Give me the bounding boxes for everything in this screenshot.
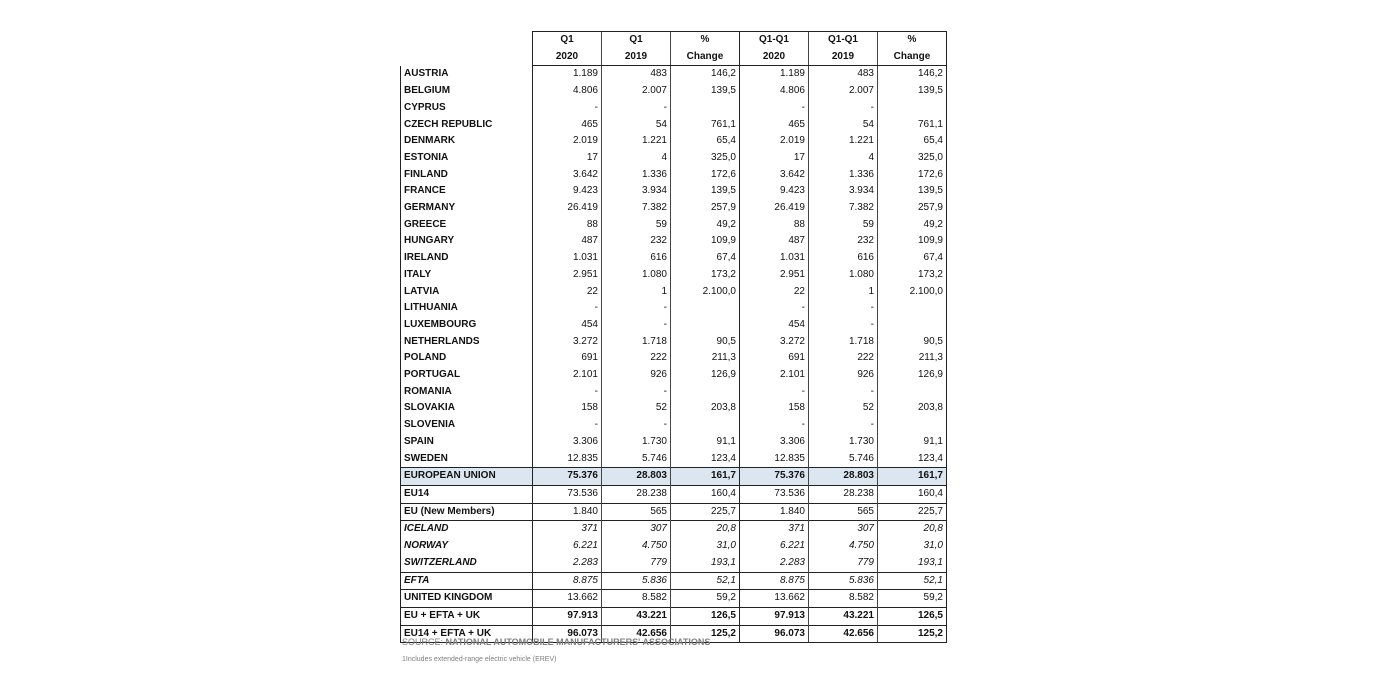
cell-value: 26.419 <box>533 200 602 217</box>
header-ytd-2019: Q1-Q1 <box>809 32 878 49</box>
cell-value: 59,2 <box>878 590 947 608</box>
header-pct1: % <box>671 32 740 49</box>
table-row <box>401 503 947 521</box>
cell-value: - <box>602 417 671 434</box>
cell-value: - <box>809 384 878 401</box>
cell-value: 4 <box>602 150 671 167</box>
cell-value: 761,1 <box>878 117 947 134</box>
cell-value: 67,4 <box>878 250 947 267</box>
cell-value: 2.951 <box>740 267 809 284</box>
table-row <box>401 117 947 134</box>
cell-value: - <box>602 100 671 117</box>
row-label: ROMANIA <box>401 384 533 401</box>
cell-value: 325,0 <box>671 150 740 167</box>
table-row <box>401 350 947 367</box>
cell-value: 126,9 <box>671 367 740 384</box>
header-q1-2020-year: 2020 <box>533 49 602 66</box>
table-row <box>401 417 947 434</box>
cell-value: 2.100,0 <box>878 284 947 301</box>
cell-value: 173,2 <box>671 267 740 284</box>
cell-value: 2.101 <box>533 367 602 384</box>
cell-value: 211,3 <box>671 350 740 367</box>
cell-value: 1.730 <box>809 434 878 451</box>
cell-value: 172,6 <box>671 167 740 184</box>
cell-value: 1.840 <box>533 503 602 521</box>
cell-value: 28.238 <box>602 485 671 503</box>
cell-value: 139,5 <box>671 183 740 200</box>
cell-value: 2.951 <box>533 267 602 284</box>
cell-value: 565 <box>809 503 878 521</box>
cell-value: 49,2 <box>878 217 947 234</box>
cell-value: 225,7 <box>878 503 947 521</box>
table-row <box>401 267 947 284</box>
cell-value: 1.718 <box>602 334 671 351</box>
table-row <box>401 83 947 100</box>
cell-value: 172,6 <box>878 167 947 184</box>
cell-value: 616 <box>809 250 878 267</box>
cell-value: 139,5 <box>671 83 740 100</box>
source-text: NATIONAL AUTOMOBILE MANUFACTURERS' ASSOCIATIONS <box>445 637 711 647</box>
row-label: SPAIN <box>401 434 533 451</box>
cell-value: - <box>533 417 602 434</box>
cell-value: 487 <box>740 233 809 250</box>
table-row <box>401 150 947 167</box>
cell-value: 59,2 <box>671 590 740 608</box>
cell-value: 139,5 <box>878 183 947 200</box>
cell-value: 2.007 <box>809 83 878 100</box>
cell-value: 139,5 <box>878 83 947 100</box>
row-label: SLOVAKIA <box>401 400 533 417</box>
cell-value: 59 <box>809 217 878 234</box>
header-q1-2020: Q1 <box>533 32 602 49</box>
cell-value: 3.934 <box>602 183 671 200</box>
cell-value: 13.662 <box>533 590 602 608</box>
row-label: EFTA <box>401 572 533 590</box>
table-row <box>401 400 947 417</box>
cell-value: - <box>533 384 602 401</box>
cell-value: 146,2 <box>671 66 740 83</box>
table-row <box>401 468 947 486</box>
row-label: BELGIUM <box>401 83 533 100</box>
cell-value: 126,5 <box>878 607 947 625</box>
table-row <box>401 538 947 555</box>
header-ytd-2020-year: 2020 <box>740 49 809 66</box>
table-row <box>401 590 947 608</box>
table-row <box>401 555 947 572</box>
cell-value: 7.382 <box>602 200 671 217</box>
cell-value: 161,7 <box>878 468 947 486</box>
cell-value: 31,0 <box>878 538 947 555</box>
cell-value: 109,9 <box>671 233 740 250</box>
cell-value: 26.419 <box>740 200 809 217</box>
cell-value: 1 <box>809 284 878 301</box>
cell-value: 9.423 <box>533 183 602 200</box>
cell-value: 73.536 <box>740 485 809 503</box>
header-q1-2019: Q1 <box>602 32 671 49</box>
cell-value: 616 <box>602 250 671 267</box>
table-row <box>401 485 947 503</box>
table-row <box>401 521 947 538</box>
cell-value: 97.913 <box>740 607 809 625</box>
row-label: DENMARK <box>401 133 533 150</box>
cell-value: 75.376 <box>533 468 602 486</box>
cell-value: - <box>740 384 809 401</box>
header-ytd-2020: Q1-Q1 <box>740 32 809 49</box>
table-row <box>401 367 947 384</box>
cell-value: 22 <box>740 284 809 301</box>
cell-value: 7.382 <box>809 200 878 217</box>
table-row <box>401 607 947 625</box>
table-row <box>401 133 947 150</box>
row-label: ITALY <box>401 267 533 284</box>
cell-value: 2.100,0 <box>671 284 740 301</box>
header-empty <box>401 49 533 66</box>
cell-value: 5.836 <box>602 572 671 590</box>
table-row <box>401 572 947 590</box>
cell-value: 926 <box>602 367 671 384</box>
cell-value: 1.031 <box>533 250 602 267</box>
cell-value: 109,9 <box>878 233 947 250</box>
cell-value: 90,5 <box>878 334 947 351</box>
cell-value: 257,9 <box>878 200 947 217</box>
table-row <box>401 451 947 468</box>
cell-value: 8.875 <box>740 572 809 590</box>
cell-value: 160,4 <box>878 485 947 503</box>
table-row <box>401 217 947 234</box>
cell-value: 97.913 <box>533 607 602 625</box>
header-pct2: % <box>878 32 947 49</box>
cell-value <box>671 417 740 434</box>
table-row <box>401 334 947 351</box>
row-label: HUNGARY <box>401 233 533 250</box>
cell-value <box>878 317 947 334</box>
cell-value: 5.746 <box>809 451 878 468</box>
cell-value: 123,4 <box>671 451 740 468</box>
cell-value: 146,2 <box>878 66 947 83</box>
cell-value: 52,1 <box>671 572 740 590</box>
cell-value: 371 <box>740 521 809 538</box>
cell-value: 2.007 <box>602 83 671 100</box>
cell-value: 193,1 <box>878 555 947 572</box>
cell-value: 779 <box>602 555 671 572</box>
cell-value: 483 <box>809 66 878 83</box>
cell-value: 59 <box>602 217 671 234</box>
cell-value: 43.221 <box>809 607 878 625</box>
cell-value: 222 <box>809 350 878 367</box>
table-row <box>401 317 947 334</box>
row-label: SLOVENIA <box>401 417 533 434</box>
row-label: EU + EFTA + UK <box>401 607 533 625</box>
cell-value: 232 <box>809 233 878 250</box>
cell-value: 13.662 <box>740 590 809 608</box>
cell-value <box>671 100 740 117</box>
row-label: GERMANY <box>401 200 533 217</box>
cell-value: - <box>809 317 878 334</box>
cell-value: 123,4 <box>878 451 947 468</box>
cell-value: 1.221 <box>809 133 878 150</box>
cell-value: 203,8 <box>878 400 947 417</box>
cell-value: 3.306 <box>533 434 602 451</box>
cell-value: 307 <box>809 521 878 538</box>
row-label: IRELAND <box>401 250 533 267</box>
cell-value: 2.283 <box>533 555 602 572</box>
row-label: NORWAY <box>401 538 533 555</box>
cell-value: 20,8 <box>878 521 947 538</box>
cell-value: 307 <box>602 521 671 538</box>
row-label: LUXEMBOURG <box>401 317 533 334</box>
cell-value: 42.656 <box>809 625 878 643</box>
cell-value: 5.746 <box>602 451 671 468</box>
cell-value: 1.031 <box>740 250 809 267</box>
cell-value: 6.221 <box>533 538 602 555</box>
cell-value: 20,8 <box>671 521 740 538</box>
table-row <box>401 233 947 250</box>
cell-value: - <box>602 300 671 317</box>
cell-value <box>878 100 947 117</box>
registrations-table-container <box>400 31 947 643</box>
cell-value: 28.803 <box>602 468 671 486</box>
cell-value: 1.080 <box>602 267 671 284</box>
cell-value: 43.221 <box>602 607 671 625</box>
cell-value: 325,0 <box>878 150 947 167</box>
cell-value: 454 <box>533 317 602 334</box>
table-row <box>401 434 947 451</box>
cell-value: 222 <box>602 350 671 367</box>
cell-value: 73.536 <box>533 485 602 503</box>
cell-value: 465 <box>740 117 809 134</box>
cell-value: - <box>809 417 878 434</box>
header-empty <box>401 32 533 49</box>
cell-value: 42.656 <box>602 625 671 643</box>
cell-value: 487 <box>533 233 602 250</box>
cell-value: 52 <box>602 400 671 417</box>
cell-value: - <box>602 317 671 334</box>
table-row <box>401 167 947 184</box>
cell-value: - <box>740 300 809 317</box>
cell-value: 22 <box>533 284 602 301</box>
cell-value: 126,5 <box>671 607 740 625</box>
cell-value: 1.840 <box>740 503 809 521</box>
cell-value: 96.073 <box>740 625 809 643</box>
cell-value: 2.019 <box>533 133 602 150</box>
table-row <box>401 284 947 301</box>
cell-value: 465 <box>533 117 602 134</box>
cell-value: 31,0 <box>671 538 740 555</box>
cell-value: - <box>740 417 809 434</box>
table-row <box>401 66 947 83</box>
cell-value: 2.019 <box>740 133 809 150</box>
cell-value: - <box>740 100 809 117</box>
cell-value: 1.718 <box>809 334 878 351</box>
cell-value: 161,7 <box>671 468 740 486</box>
source-prefix: SOURCE: <box>402 637 446 647</box>
cell-value <box>671 384 740 401</box>
cell-value: 65,4 <box>671 133 740 150</box>
cell-value: 1.730 <box>602 434 671 451</box>
cell-value: 454 <box>740 317 809 334</box>
cell-value: 1.189 <box>740 66 809 83</box>
cell-value: 1 <box>602 284 671 301</box>
cell-value: 49,2 <box>671 217 740 234</box>
cell-value: 28.238 <box>809 485 878 503</box>
row-label: AUSTRIA <box>401 66 533 83</box>
row-label: EU (New Members) <box>401 503 533 521</box>
cell-value: - <box>533 300 602 317</box>
cell-value: 173,2 <box>878 267 947 284</box>
cell-value: 193,1 <box>671 555 740 572</box>
header-ytd-2019-year: 2019 <box>809 49 878 66</box>
header-pct2-label: Change <box>878 49 947 66</box>
cell-value: 67,4 <box>671 250 740 267</box>
cell-value: 6.221 <box>740 538 809 555</box>
row-label: SWITZERLAND <box>401 555 533 572</box>
cell-value: 52,1 <box>878 572 947 590</box>
cell-value: 126,9 <box>878 367 947 384</box>
footnote: 1Includes extended-range electric vehicle (EREV) <box>402 656 557 663</box>
row-label: FRANCE <box>401 183 533 200</box>
cell-value: 483 <box>602 66 671 83</box>
cell-value: 4.806 <box>740 83 809 100</box>
cell-value: 225,7 <box>671 503 740 521</box>
cell-value: 91,1 <box>671 434 740 451</box>
row-label: GREECE <box>401 217 533 234</box>
cell-value: 54 <box>809 117 878 134</box>
cell-value: 96.073 <box>533 625 602 643</box>
row-label: EU14 <box>401 485 533 503</box>
cell-value: 779 <box>809 555 878 572</box>
cell-value: - <box>533 100 602 117</box>
table-body <box>401 66 947 643</box>
table-row <box>401 183 947 200</box>
row-label: UNITED KINGDOM <box>401 590 533 608</box>
cell-value: 12.835 <box>533 451 602 468</box>
cell-value: 160,4 <box>671 485 740 503</box>
row-label: CZECH REPUBLIC <box>401 117 533 134</box>
cell-value: 1.336 <box>809 167 878 184</box>
cell-value: 371 <box>533 521 602 538</box>
cell-value: 5.836 <box>809 572 878 590</box>
cell-value: 9.423 <box>740 183 809 200</box>
cell-value: 88 <box>740 217 809 234</box>
row-label: LATVIA <box>401 284 533 301</box>
row-label: FINLAND <box>401 167 533 184</box>
cell-value: 4.750 <box>809 538 878 555</box>
table-row <box>401 200 947 217</box>
cell-value: 1.221 <box>602 133 671 150</box>
cell-value: 52 <box>809 400 878 417</box>
row-label: NETHERLANDS <box>401 334 533 351</box>
source-note <box>402 637 710 647</box>
cell-value <box>878 384 947 401</box>
cell-value: 4.750 <box>602 538 671 555</box>
cell-value: 3.272 <box>533 334 602 351</box>
cell-value <box>878 417 947 434</box>
cell-value: 75.376 <box>740 468 809 486</box>
row-label: POLAND <box>401 350 533 367</box>
cell-value: 8.582 <box>602 590 671 608</box>
cell-value: 8.875 <box>533 572 602 590</box>
cell-value: 2.101 <box>740 367 809 384</box>
table-row <box>401 100 947 117</box>
cell-value: 691 <box>533 350 602 367</box>
cell-value: - <box>809 300 878 317</box>
cell-value: 3.272 <box>740 334 809 351</box>
table-row <box>401 384 947 401</box>
cell-value: - <box>809 100 878 117</box>
cell-value: 65,4 <box>878 133 947 150</box>
cell-value: 1.080 <box>809 267 878 284</box>
table-row <box>401 250 947 267</box>
row-label: CYPRUS <box>401 100 533 117</box>
cell-value: 3.934 <box>809 183 878 200</box>
cell-value: 158 <box>740 400 809 417</box>
cell-value: 257,9 <box>671 200 740 217</box>
cell-value <box>878 300 947 317</box>
cell-value: 211,3 <box>878 350 947 367</box>
header-q1-2019-year: 2019 <box>602 49 671 66</box>
cell-value: 1.189 <box>533 66 602 83</box>
cell-value: 691 <box>740 350 809 367</box>
cell-value: 3.306 <box>740 434 809 451</box>
cell-value: 203,8 <box>671 400 740 417</box>
row-label: EUROPEAN UNION <box>401 468 533 486</box>
cell-value: 926 <box>809 367 878 384</box>
cell-value: 8.582 <box>809 590 878 608</box>
row-label: SWEDEN <box>401 451 533 468</box>
cell-value: 158 <box>533 400 602 417</box>
cell-value: 565 <box>602 503 671 521</box>
cell-value: 232 <box>602 233 671 250</box>
row-label: ICELAND <box>401 521 533 538</box>
cell-value: 28.803 <box>809 468 878 486</box>
header-row-2 <box>401 49 947 66</box>
cell-value: 4.806 <box>533 83 602 100</box>
cell-value: - <box>602 384 671 401</box>
cell-value: 90,5 <box>671 334 740 351</box>
registrations-table <box>400 31 947 643</box>
cell-value: 54 <box>602 117 671 134</box>
cell-value: 2.283 <box>740 555 809 572</box>
cell-value: 17 <box>533 150 602 167</box>
table-row <box>401 300 947 317</box>
row-label: LITHUANIA <box>401 300 533 317</box>
row-label: PORTUGAL <box>401 367 533 384</box>
cell-value: 4 <box>809 150 878 167</box>
header-pct1-label: Change <box>671 49 740 66</box>
cell-value: 3.642 <box>740 167 809 184</box>
cell-value: 17 <box>740 150 809 167</box>
row-label: ESTONIA <box>401 150 533 167</box>
cell-value: 3.642 <box>533 167 602 184</box>
cell-value: 91,1 <box>878 434 947 451</box>
cell-value: 761,1 <box>671 117 740 134</box>
header-row-1 <box>401 32 947 49</box>
cell-value: 12.835 <box>740 451 809 468</box>
cell-value <box>671 317 740 334</box>
cell-value: 125,2 <box>878 625 947 643</box>
cell-value: 125,2 <box>671 625 740 643</box>
row-label: EU14 + EFTA + UK <box>401 625 533 643</box>
cell-value: 1.336 <box>602 167 671 184</box>
cell-value <box>671 300 740 317</box>
cell-value: 88 <box>533 217 602 234</box>
